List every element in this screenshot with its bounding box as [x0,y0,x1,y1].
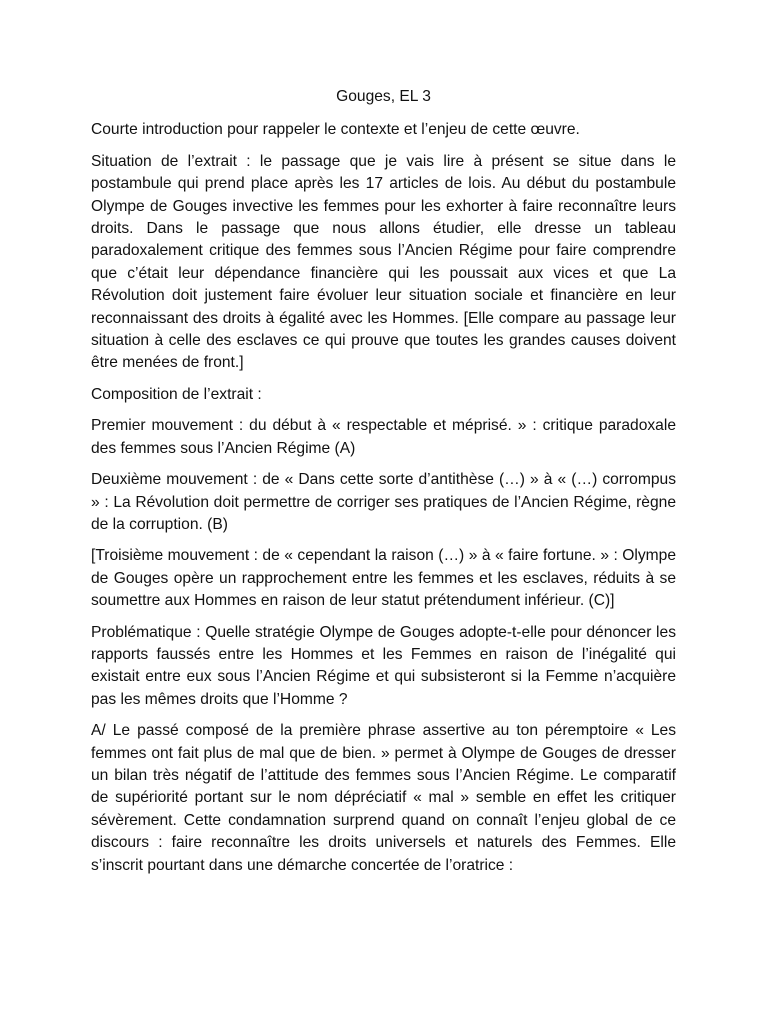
paragraph-third-movement: [Troisième mouvement : de « cependant la raison (…) » à « faire fortune. » : Olympe de Gouges opère un rapprochement entre les femmes et les esclaves, réduits à se soumettre aux Hommes en raison de leur statut prétendument inférieur. (C)] [91,547,676,610]
paragraph-introduction: Courte introduction pour rappeler le contexte et l’enjeu de cette œuvre. [91,121,580,139]
paragraph-part-a: A/ Le passé composé de la première phrase assertive au ton péremptoire « Les femmes ont fait plus de mal que de bien. » permet à Olympe de Gouges de dresser un bilan très négatif de l’attitude des femmes sous l’Ancien Régime. Le comparatif de supériorité portant sur le nom dépréciatif « mal » semble en effet les critiquer sévèrement. Cette condamnation surprend quand on connaît l’enjeu global de ce discours : faire reconnaître les droits universels et naturels des Femmes. Elle s’inscrit pourtant dans une démarche concertée de l’oratrice : [91,722,676,874]
paragraph-composition-heading: Composition de l’extrait : [91,385,262,403]
paragraph-first-movement: Premier mouvement : du début à « respectable et méprisé. » : critique paradoxale des femmes sous l’Ancien Régime (A) [91,417,676,457]
document-page [91,86,676,886]
paragraph-situation: Situation de l’extrait : le passage que je vais lire à présent se situe dans le postambule qui prend place après les 17 articles de lois. Au début du postambule Olympe de Gouges invective les femmes pour les exhorter à faire reconnaître leurs droits. Dans le passage que nous allons étudier, elle dresse un tableau paradoxalement critique des femmes sous l’Ancien Régime pour faire comprendre que c’était leur dépendance financière qui les poussait aux vices et que La Révolution doit justement faire évoluer leur situation sociale et financière en leur reconnaissant des droits à égalité avec les Hommes. [Elle compare au passage leur situation à celle des esclaves ce qui prouve que toutes les grandes causes doivent être menées de front.] [91,152,676,372]
paragraph-problematique: Problématique : Quelle stratégie Olympe de Gouges adopte-t-elle pour dénoncer les rapports faussés entre les Hommes et les Femmes en raison de l’inégalité qui existait entre eux sous l’Ancien Régime et qui subsisteront si la Femme n’acquière pas les mêmes droits que l’Homme ? [91,623,676,708]
paragraph-second-movement: Deuxième mouvement : de « Dans cette sorte d’antithèse (…) » à « (…) corrompus » : La Révolution doit permettre de corriger ses pratiques de l’Ancien Régime, règne de la corruption. (B) [91,471,676,533]
document-title: Gouges, EL 3 [336,88,431,105]
